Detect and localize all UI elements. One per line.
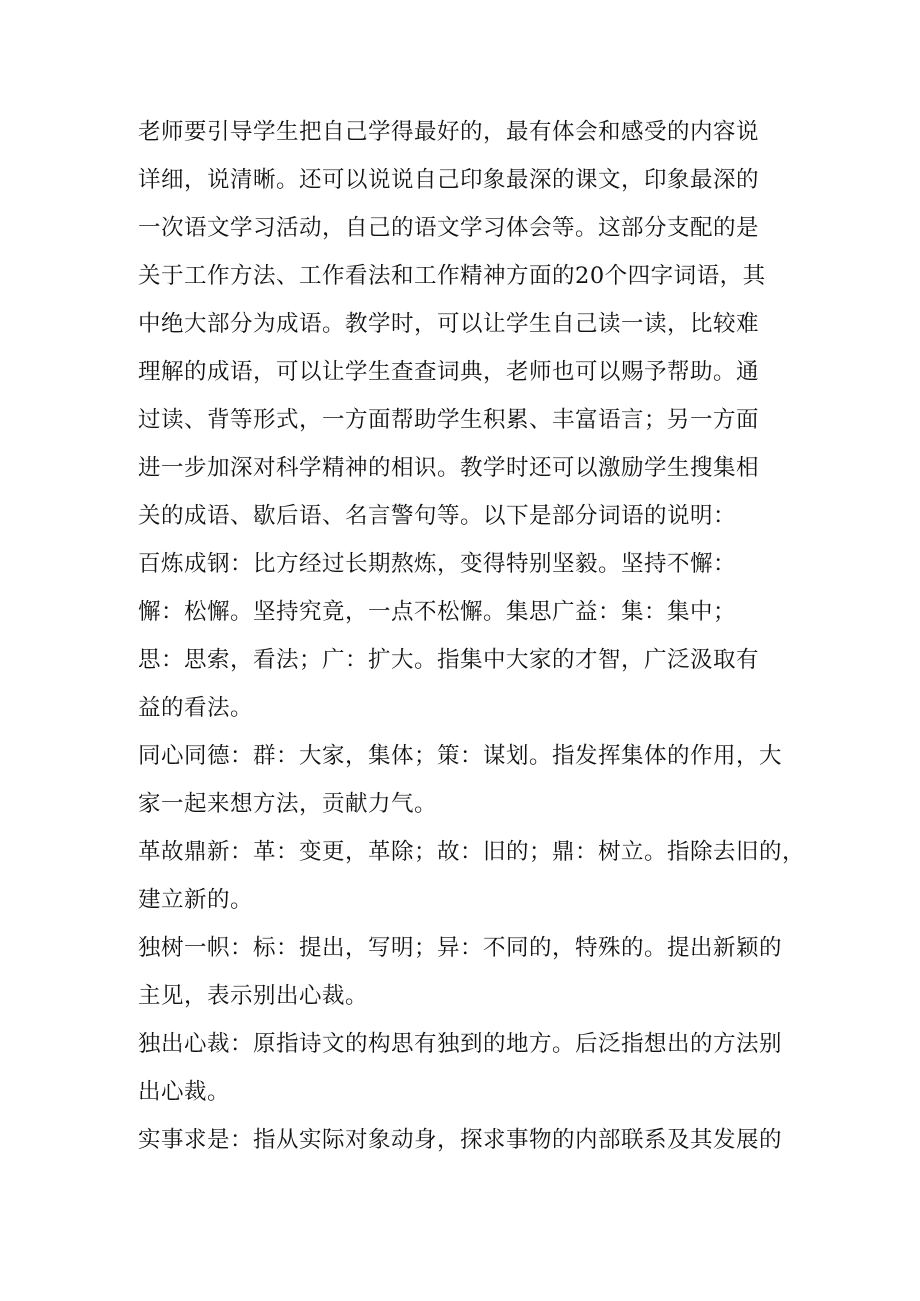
definition-line: 懈：松懈。坚持究竟，一点不松懈。集思广益：集：集中； — [138, 599, 737, 625]
definition-line: 出心裁。 — [138, 1079, 231, 1105]
text-line: 一次语文学习活动，自己的语文学习体会等。这部分支配的是 — [138, 215, 760, 241]
definition-line: 独树一帜：标：提出，写明；异：不同的，特殊的。提出新颖的 — [138, 935, 783, 961]
text-line: 中绝大部分为成语。教学时，可以让学生自己读一读，比较难 — [138, 311, 760, 337]
text-line: 过读、背等形式，一方面帮助学生积累、丰富语言；另一方面 — [138, 407, 760, 433]
definition-line: 建立新的。 — [138, 887, 254, 913]
definition-line: 百炼成钢：比方经过长期熬炼，变得特别坚毅。坚持不懈： — [138, 551, 737, 577]
text-line: 关于工作方法、工作看法和工作精神方面的20个四字词语，其 — [138, 263, 766, 289]
definition-line: 独出心裁：原指诗文的构思有独到的地方。后泛指想出的方法别 — [138, 1031, 783, 1057]
text-line: 关的成语、歇后语、名言警句等。以下是部分词语的说明： — [138, 503, 737, 529]
definition-line: 思：思索，看法；广：扩大。指集中大家的才智，广泛汲取有 — [138, 647, 760, 673]
definition-line: 同心同德：群：大家，集体；策：谋划。指发挥集体的作用，大 — [138, 743, 783, 769]
text-line: 老师要引导学生把自己学得最好的，最有体会和感受的内容说 — [138, 119, 760, 145]
definition-line: 家一起来想方法，贡献力气。 — [138, 791, 438, 817]
definition-line: 益的看法。 — [138, 695, 254, 721]
definition-line: 主见，表示别出心裁。 — [138, 983, 369, 1009]
text-line: 进一步加深对科学精神的相识。教学时还可以激励学生搜集相 — [138, 455, 760, 481]
definition-line: 革故鼎新：革：变更，革除；故：旧的；鼎：树立。指除去旧的， — [138, 839, 806, 865]
body-text — [138, 108, 806, 1164]
definition-line: 实事求是：指从实际对象动身，探求事物的内部联系及其发展的 — [138, 1127, 783, 1153]
text-line: 详细，说清晰。还可以说说自己印象最深的课文，印象最深的 — [138, 167, 760, 193]
text-line: 理解的成语，可以让学生查查词典，老师也可以赐予帮助。通 — [138, 359, 760, 385]
